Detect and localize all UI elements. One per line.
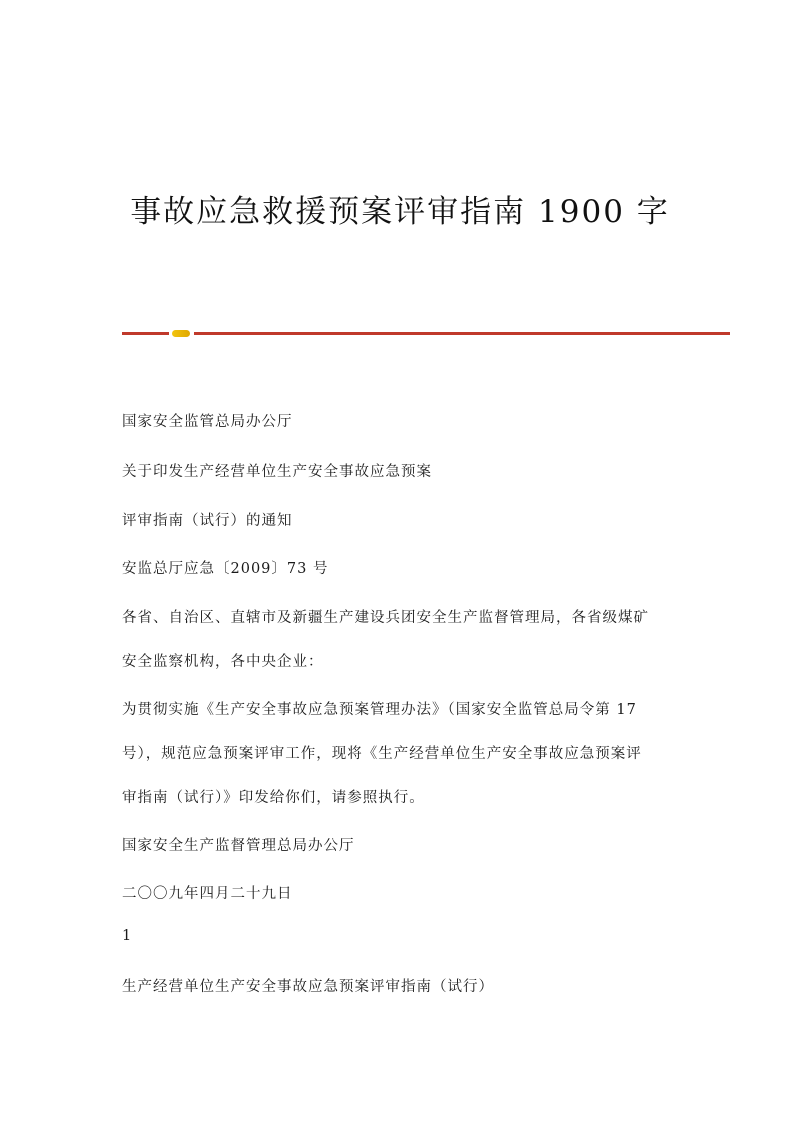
recipients-line-2: 安全监察机构，各中央企业： [122, 654, 324, 670]
notice-title-line-2: 评审指南（试行）的通知 [122, 513, 293, 529]
document-title: 事故应急救援预案评审指南 1900 字 [130, 194, 670, 230]
signature-office: 国家安全生产监督管理总局办公厅 [122, 838, 355, 854]
recipients-line-1: 各省、自治区、直辖市及新疆生产建设兵团安全生产监督管理局，各省级煤矿 [122, 610, 649, 626]
body-line-3: 审指南（试行）》印发给你们，请参照执行。 [122, 790, 425, 806]
section-heading: 生产经营单位生产安全事故应急预案评审指南（试行） [122, 979, 494, 995]
signature-date: 二〇〇九年四月二十九日 [122, 886, 293, 902]
section-number: 1 [122, 928, 133, 944]
divider-line-right [194, 332, 730, 335]
document-number: 安监总厅应急〔2009〕73 号 [122, 561, 329, 577]
notice-title-line-1: 关于印发生产经营单位生产安全事故应急预案 [122, 464, 432, 480]
divider-line-left [122, 332, 169, 335]
body-line-1: 为贯彻实施《生产安全事故应急预案管理办法》（国家安全监管总局令第 17 [122, 702, 637, 718]
issuer-line: 国家安全监管总局办公厅 [122, 414, 293, 430]
divider-ornament-icon [172, 330, 190, 337]
title-divider [122, 331, 730, 335]
body-line-2: 号），规范应急预案评审工作，现将《生产经营单位生产安全事故应急预案评 [122, 746, 642, 762]
